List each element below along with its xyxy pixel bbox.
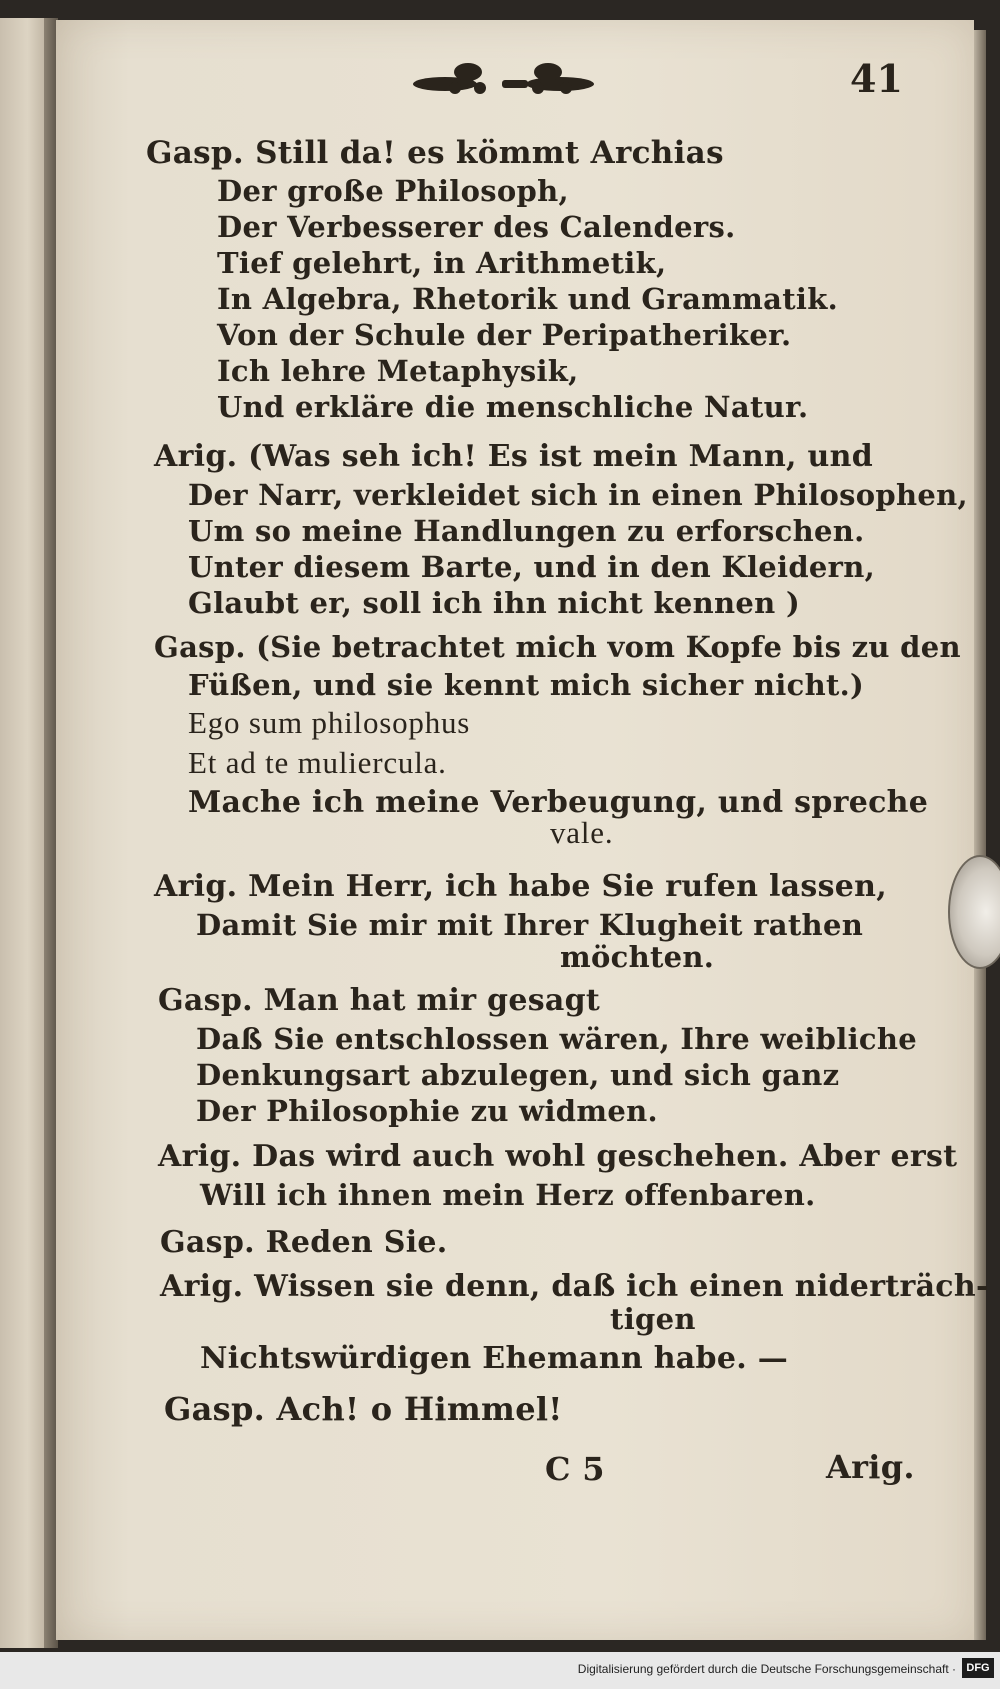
dfg-logo: DFG <box>962 1658 994 1678</box>
text-line: Gasp. Reden Sie. <box>160 1225 448 1260</box>
text-line: möchten. <box>560 940 715 974</box>
text-line: Mache ich meine Verbeugung, und spreche <box>188 785 929 820</box>
text-line: Gasp. Still da! es kömmt Archias <box>146 135 724 171</box>
text-line: Ego sum philosophus <box>188 705 471 740</box>
page-number: 41 <box>850 56 903 101</box>
text-line: Tief gelehrt, in Arithmetik, <box>217 246 667 280</box>
text-line: Der große Philosoph, <box>217 174 569 208</box>
text-line: Und erkläre die menschliche Natur. <box>217 390 809 424</box>
text-line: Arig. Mein Herr, ich habe Sie rufen lassen, <box>154 869 888 904</box>
text-line: Damit Sie mir mit Ihrer Klugheit rathen <box>196 908 864 942</box>
page-edge <box>974 30 986 1640</box>
text-line: tigen <box>610 1302 696 1336</box>
text-line: Nichtswürdigen Ehemann habe. — <box>200 1341 788 1376</box>
text-line: Arig. Wissen sie denn, daß ich einen niderträch- <box>160 1269 989 1304</box>
previous-page-edge <box>0 18 50 1648</box>
text-line: Glaubt er, soll ich ihn nicht kennen ) <box>188 586 800 620</box>
ornament-icon <box>410 58 620 104</box>
text-line: Denkungsart abzulegen, und sich ganz <box>196 1058 840 1092</box>
text-line: Der Verbesserer des Calenders. <box>217 210 736 244</box>
text-line: Unter diesem Barte, und in den Kleidern, <box>188 550 876 584</box>
text-line: Der Narr, verkleidet sich in einen Philosophen, <box>188 478 968 512</box>
text-line: Füßen, und sie kennt mich sicher nicht.) <box>188 668 865 702</box>
text-line: In Algebra, Rhetorik und Grammatik. <box>217 282 839 316</box>
footer-bar <box>0 1652 1000 1689</box>
signature-mark: C 5 <box>545 1450 605 1488</box>
text-line: vale. <box>550 815 614 850</box>
text-line: Von der Schule der Peripatheriker. <box>217 318 792 352</box>
text-line: Arig. Das wird auch wohl geschehen. Aber erst <box>158 1139 958 1174</box>
text-line: Gasp. Man hat mir gesagt <box>158 983 601 1018</box>
text-line: Et ad te muliercula. <box>188 745 447 780</box>
footer-credit: Digitalisierung gefördert durch die Deutsche Forschungsgemeinschaft · <box>577 1662 956 1676</box>
text-line: Ich lehre Metaphysik, <box>217 354 579 388</box>
catchword: Arig. <box>826 1448 915 1486</box>
text-line: Gasp. (Sie betrachtet mich vom Kopfe bis zu den <box>154 630 961 664</box>
text-line: Daß Sie entschlossen wären, Ihre weibliche <box>196 1022 917 1056</box>
text-line: Der Philosophie zu widmen. <box>196 1094 658 1128</box>
text-line: Gasp. Ach! o Himmel! <box>164 1390 563 1428</box>
text-line: Will ich ihnen mein Herz offenbaren. <box>200 1178 816 1212</box>
text-line: Arig. (Was seh ich! Es ist mein Mann, und <box>154 439 874 474</box>
text-line: Um so meine Handlungen zu erforschen. <box>188 514 865 548</box>
